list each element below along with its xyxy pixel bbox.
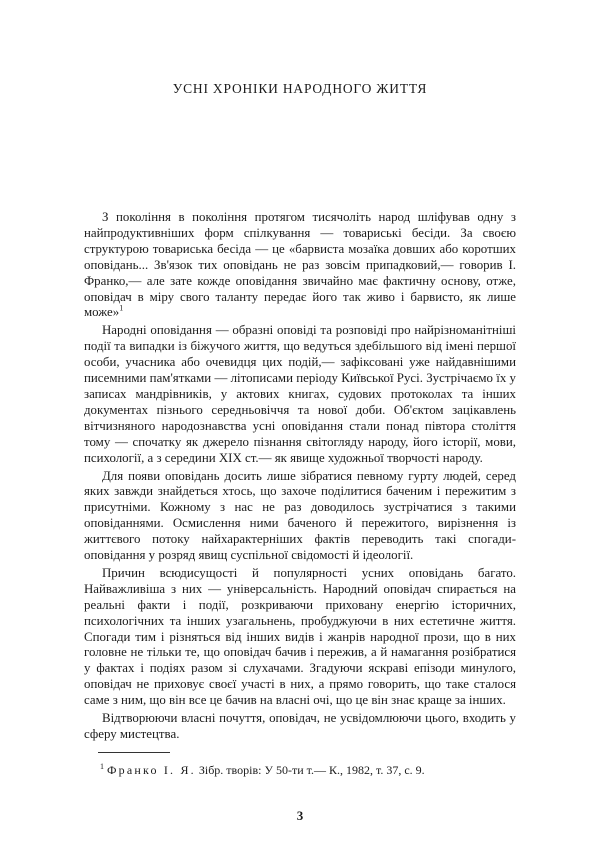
page-number: 3 [296, 808, 304, 823]
footnote-author: Франко І. Я. [107, 763, 196, 777]
paragraph: Народні оповідання — образні оповіді та розповіді про найрізноманітніші події та випадки із біжучого життя, що ведуться здебільшого від імені першої особи, учасника або очевидця цих подій,— зафіксовані уже найдавнішими писемними пам'ятками — літописами періоду Київської Русі. Зустрічаємо їх у записах мандрівників, у актових книгах, судових протоколах та інших документах пізнього середньовіччя та нової доби. Об'єктом зацікавлень вітчизняного народознавства усні оповідання стали понад півтора століття тому — спочатку як джерело пізнання світогляду народу, його історії, мови, психології, а з середини XIX ст.— як явище художньої творчості народу. [84, 323, 516, 465]
footnote-marker: 1 [119, 304, 124, 314]
footnote [100, 763, 520, 777]
paragraph: З покоління в покоління протягом тисячоліть народ шліфував одну з найпродуктивніших форм спілкування — товариські бесіди. За своєю структурою товариська бесіда — це «барвиста мозаїка довших або коротших оповідань... Зв'язок тих оповідань не раз зовсім припадковий,— говорив І. Франко,— але зате кожде оповідання звичайно має фактичну основу, отже, оповідач в міру свого таланту передає його так живо і барвисто, як лише може»$^1$ [84, 210, 516, 320]
body-text [84, 210, 516, 743]
footnote-divider [98, 752, 170, 753]
chapter-title: УСНІ ХРОНІКИ НАРОДНОГО ЖИТТЯ [172, 81, 428, 96]
paragraph: Для появи оповідань досить лише зібратися певному гурту людей, серед яких завжди знайдеться хтось, що захоче поділитися баченим і пережитим з присутніми. Кожному з нас не раз доводилось зустрічатися з такими оповіданнями. Осмислення ними баченого й пережитого, вирізнення із життєвого потоку найхарактерніших фактів переводить такі спогади-оповідання у розряд явищ суспільної свідомості й ідеології. [84, 468, 516, 563]
paragraph: Причин всюдисущості й популярності усних оповідань багато. Найважливіша з них — універсальність. Народний оповідач спирається на реальні факти і події, розкриваючи приховану енергію історичних, психологічних та інших узагальнень, пробуджуючи в них естетичне життя. Спогади тим і різняться від інших видів і жанрів народної прози, що в них головне не тільки те, що оповідач бачив і пережив, а й намагання розібратися у фактах і подіях разом зі слухачами. Згадуючи яскраві епізоди минулого, оповідач не приховує своєї участі в них, а прямо говорить, що таке сталося саме з ним, що він все це бачив на власні очі, що це він знає краще за інших. [84, 565, 516, 708]
footnote-text: Зібр. творів: У 50-ти т.— К., 1982, т. 37, с. 9. [198, 763, 425, 777]
footnote-number: 1 [100, 762, 104, 771]
paragraph: Відтворюючи власні почуття, оповідач, не усвідомлюючи цього, входить у сферу мистецтва. [84, 711, 516, 741]
